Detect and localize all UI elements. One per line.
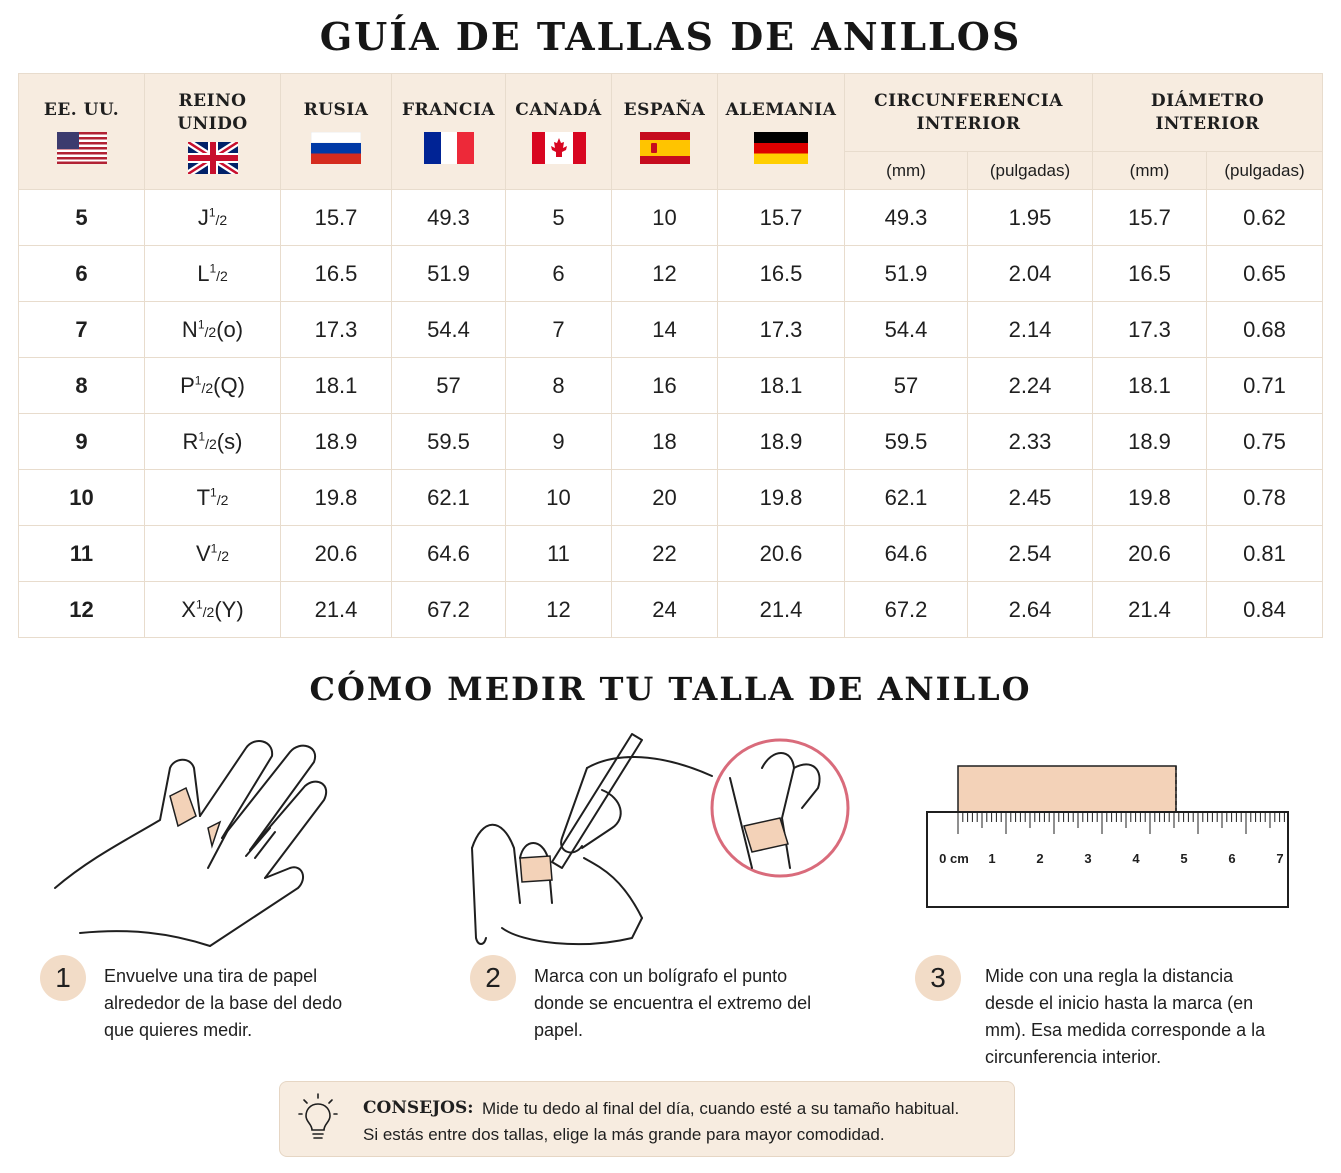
cell-uk: $T^1/2$: [145, 470, 281, 526]
how-to-title: CÓMO MEDIR TU TALLA DE ANILLO: [309, 670, 1032, 708]
cell-es: 22: [612, 526, 718, 582]
cell-ru: 16.5: [281, 246, 392, 302]
cell-diam-in: 0.65: [1207, 246, 1323, 302]
cell-ru: 18.1: [281, 358, 392, 414]
cell-de: 18.9: [718, 414, 845, 470]
header-germany: ALEMANIA: [718, 74, 845, 190]
ruler-label: 0 cm: [939, 851, 969, 866]
table-row: [19, 302, 1323, 358]
cell-uk: $L^1/2$: [145, 246, 281, 302]
cell-ca: 9: [506, 414, 612, 470]
header-russia: RUSIA: [281, 74, 392, 190]
cell-de: 18.1: [718, 358, 845, 414]
cell-ru: 15.7: [281, 190, 392, 246]
cell-circ-in: 2.24: [968, 358, 1093, 414]
ruler-icon: [926, 760, 1291, 910]
cell-circ-in: 2.33: [968, 414, 1093, 470]
cell-de: 21.4: [718, 582, 845, 638]
cell-ca: 8: [506, 358, 612, 414]
cell-ru: 19.8: [281, 470, 392, 526]
cell-de: 20.6: [718, 526, 845, 582]
cell-circ-mm: 67.2: [845, 582, 968, 638]
header-spain: ESPAÑA: [612, 74, 718, 190]
canada-flag-icon: [532, 132, 586, 164]
cell-ca: 10: [506, 470, 612, 526]
step-2-text: Marca con un bolígrafo el punto donde se encuentra el extremo del papel.: [534, 966, 812, 1040]
cell-ca: 6: [506, 246, 612, 302]
ruler-label: 4: [1132, 851, 1140, 866]
cell-diam-mm: 18.9: [1093, 414, 1207, 470]
cell-es: 10: [612, 190, 718, 246]
cell-uk: $R^1/2(s)$: [145, 414, 281, 470]
cell-fr: 54.4: [392, 302, 506, 358]
cell-diam-mm: 20.6: [1093, 526, 1207, 582]
france-flag-icon: [424, 132, 474, 164]
cell-de: 19.8: [718, 470, 845, 526]
cell-uk: $P^1/2(Q)$: [145, 358, 281, 414]
cell-circ-mm: 51.9: [845, 246, 968, 302]
cell-us: 10: [19, 470, 145, 526]
cell-us: 11: [19, 526, 145, 582]
cell-diam-in: 0.78: [1207, 470, 1323, 526]
header-circ-mm: (mm): [845, 152, 968, 190]
cell-es: 20: [612, 470, 718, 526]
ruler-label: 3: [1084, 851, 1092, 866]
tips-box: [279, 1081, 1015, 1157]
step-1-text: Envuelve una tira de papel alrededor de la base del dedo que quieres medir.: [104, 966, 343, 1040]
tips-line-1: Mide tu dedo al final del día, cuando esté a su tamaño habitual.: [482, 1099, 960, 1118]
cell-us: 9: [19, 414, 145, 470]
cell-us: 7: [19, 302, 145, 358]
cell-es: 14: [612, 302, 718, 358]
header-france: FRANCIA: [392, 74, 506, 190]
cell-es: 16: [612, 358, 718, 414]
cell-circ-in: 2.54: [968, 526, 1093, 582]
header-circumference: CIRCUNFERENCIA INTERIOR: [845, 74, 1093, 152]
cell-circ-in: 2.64: [968, 582, 1093, 638]
table-row: [19, 190, 1323, 246]
table-row: [19, 582, 1323, 638]
cell-fr: 67.2: [392, 582, 506, 638]
cell-diam-in: 0.75: [1207, 414, 1323, 470]
cell-ca: 5: [506, 190, 612, 246]
cell-uk: $J^1/2$: [145, 190, 281, 246]
cell-us: 12: [19, 582, 145, 638]
ruler-label: 7: [1276, 851, 1284, 866]
lightbulb-icon: [298, 1092, 338, 1142]
step-3-text: Mide con una regla la distancia desde el inicio hasta la marca (en mm). Esa medida corresponde a la circunferencia interior.: [985, 966, 1266, 1067]
cell-circ-mm: 59.5: [845, 414, 968, 470]
hand-wrapped-finger-icon: [50, 728, 340, 953]
cell-us: 8: [19, 358, 145, 414]
spain-flag-icon: [640, 132, 690, 164]
cell-circ-mm: 54.4: [845, 302, 968, 358]
germany-flag-icon: [754, 132, 808, 164]
cell-de: 17.3: [718, 302, 845, 358]
ruler-label: 6: [1228, 851, 1236, 866]
size-table: [18, 73, 1323, 638]
cell-circ-in: 1.95: [968, 190, 1093, 246]
cell-ca: 12: [506, 582, 612, 638]
cell-diam-in: 0.62: [1207, 190, 1323, 246]
hand-pen-marking-icon: [462, 728, 857, 953]
cell-us: 5: [19, 190, 145, 246]
cell-fr: 51.9: [392, 246, 506, 302]
cell-circ-in: 2.14: [968, 302, 1093, 358]
cell-diam-mm: 19.8: [1093, 470, 1207, 526]
cell-uk: $N^1/2(o)$: [145, 302, 281, 358]
cell-diam-in: 0.68: [1207, 302, 1323, 358]
cell-uk: $X^1/2(Y)$: [145, 582, 281, 638]
cell-circ-in: 2.45: [968, 470, 1093, 526]
cell-us: 6: [19, 246, 145, 302]
table-row: [19, 414, 1323, 470]
tips-label: CONSEJOS:: [363, 1098, 474, 1118]
cell-fr: 64.6: [392, 526, 506, 582]
cell-fr: 49.3: [392, 190, 506, 246]
cell-ru: 18.9: [281, 414, 392, 470]
us-flag-icon: [57, 132, 107, 164]
table-row: [19, 470, 1323, 526]
russia-flag-icon: [311, 132, 361, 164]
cell-es: 18: [612, 414, 718, 470]
cell-uk: $V^1/2$: [145, 526, 281, 582]
cell-de: 16.5: [718, 246, 845, 302]
header-diam-mm: (mm): [1093, 152, 1207, 190]
step-1-number: 1: [40, 955, 86, 1001]
cell-es: 24: [612, 582, 718, 638]
header-diam-inches: (pulgadas): [1207, 152, 1323, 190]
cell-diam-mm: 15.7: [1093, 190, 1207, 246]
cell-diam-mm: 16.5: [1093, 246, 1207, 302]
cell-circ-mm: 64.6: [845, 526, 968, 582]
cell-diam-mm: 18.1: [1093, 358, 1207, 414]
cell-ru: 20.6: [281, 526, 392, 582]
cell-ca: 7: [506, 302, 612, 358]
cell-de: 15.7: [718, 190, 845, 246]
header-circ-inches: (pulgadas): [968, 152, 1093, 190]
header-diameter: DIÁMETRO INTERIOR: [1093, 74, 1323, 152]
ruler-label: 2: [1036, 851, 1044, 866]
step-3-number: 3: [915, 955, 961, 1001]
cell-es: 12: [612, 246, 718, 302]
uk-flag-icon: [188, 142, 238, 174]
cell-circ-mm: 62.1: [845, 470, 968, 526]
ruler-label: 1: [988, 851, 996, 866]
cell-ru: 17.3: [281, 302, 392, 358]
cell-diam-mm: 21.4: [1093, 582, 1207, 638]
table-row: [19, 526, 1323, 582]
ruler-label: 5: [1180, 851, 1188, 866]
cell-diam-mm: 17.3: [1093, 302, 1207, 358]
cell-ca: 11: [506, 526, 612, 582]
header-uk: REINO UNIDO: [145, 74, 281, 190]
cell-ru: 21.4: [281, 582, 392, 638]
cell-fr: 62.1: [392, 470, 506, 526]
cell-diam-in: 0.81: [1207, 526, 1323, 582]
cell-fr: 57: [392, 358, 506, 414]
page-title: GUÍA DE TALLAS DE ANILLOS: [319, 14, 1022, 59]
table-row: [19, 358, 1323, 414]
table-row: [19, 246, 1323, 302]
cell-diam-in: 0.84: [1207, 582, 1323, 638]
cell-diam-in: 0.71: [1207, 358, 1323, 414]
tips-line-2: Si estás entre dos tallas, elige la más grande para mayor comodidad.: [363, 1125, 885, 1144]
header-canada: CANADÁ: [506, 74, 612, 190]
cell-circ-mm: 57: [845, 358, 968, 414]
header-us: EE. UU.: [19, 74, 145, 190]
step-2-number: 2: [470, 955, 516, 1001]
cell-circ-mm: 49.3: [845, 190, 968, 246]
cell-circ-in: 2.04: [968, 246, 1093, 302]
cell-fr: 59.5: [392, 414, 506, 470]
